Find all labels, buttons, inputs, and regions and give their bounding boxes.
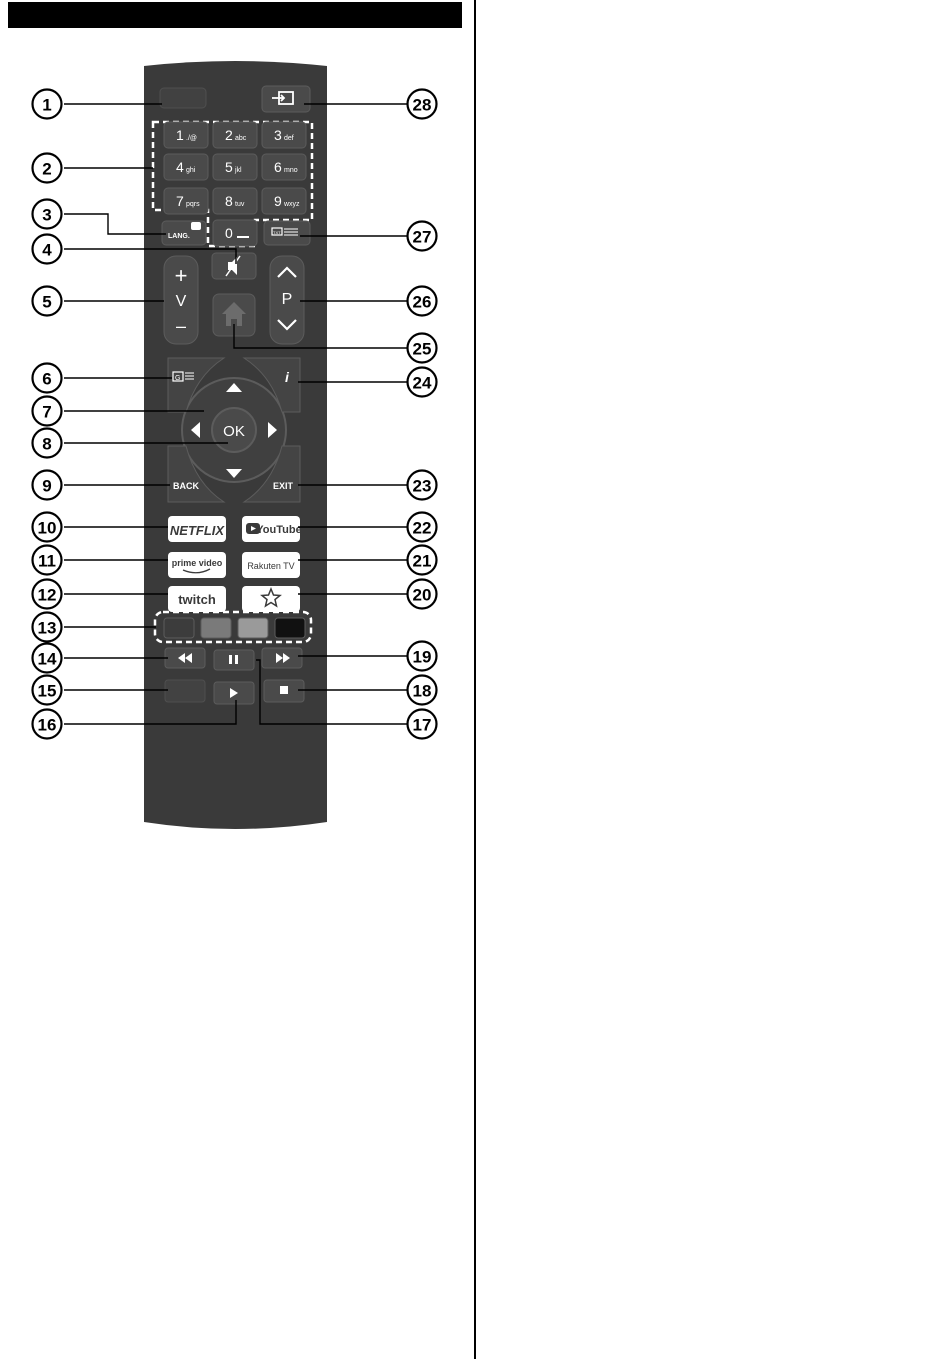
callout-number: 26	[412, 292, 432, 312]
pause-button[interactable]	[214, 650, 254, 670]
callout-number: 19	[412, 647, 432, 667]
volume-minus-label: –	[175, 316, 187, 336]
digit-7-letters: pqrs	[186, 201, 200, 208]
callouts-right	[408, 90, 437, 739]
digit-7-label: 7	[176, 193, 184, 209]
digit-8-letters: tuv	[235, 201, 245, 208]
standby-button[interactable]	[160, 88, 206, 108]
digit-5-label: 5	[225, 159, 233, 175]
callout-number: 23	[412, 476, 432, 496]
callout-number: 12	[37, 585, 57, 605]
digit-9-label: 9	[274, 193, 282, 209]
digit-9-letters: wxyz	[284, 201, 300, 208]
digit-8-label: 8	[225, 193, 233, 209]
red-button[interactable]	[164, 618, 194, 638]
digit-1-letters: ./@	[186, 135, 197, 142]
callout-number: 9	[42, 476, 52, 496]
callout-number: 17	[412, 715, 432, 735]
callout-number: 21	[412, 551, 432, 571]
digit-3-letters: def	[284, 135, 294, 142]
digit-3-label: 3	[274, 127, 282, 143]
callout-number: 14	[37, 649, 57, 669]
callout-number: 8	[42, 434, 52, 454]
callout-number: 25	[412, 339, 432, 359]
digit-4-label: 4	[176, 159, 184, 175]
callout-number: 13	[37, 618, 57, 638]
record-button[interactable]	[165, 680, 205, 702]
prime-video-label: prime video	[171, 558, 223, 568]
callout-number: 18	[412, 681, 432, 701]
ok-button-label[interactable]: OK	[223, 423, 245, 440]
callout-number: 27	[412, 227, 432, 247]
callout-number: 10	[37, 518, 57, 538]
lang-button-label[interactable]: LANG.	[168, 233, 190, 240]
digit-1-label: 1	[176, 127, 184, 143]
green-button[interactable]	[201, 618, 231, 638]
stop-icon	[280, 686, 288, 694]
digit-0-button[interactable]	[213, 220, 257, 246]
teletext-icon-label: TXT	[273, 230, 281, 235]
program-letter-label: P	[281, 291, 293, 308]
callout-number: 1	[42, 95, 52, 115]
callout-number: 4	[42, 240, 52, 260]
callout-number: 15	[37, 681, 57, 701]
guide-icon-label: G	[175, 375, 181, 382]
source-button[interactable]	[262, 86, 310, 112]
digit-2-label: 2	[225, 127, 233, 143]
digit-6-letters: mno	[284, 167, 298, 174]
callout-number: 16	[37, 715, 57, 735]
callout-number: 2	[42, 159, 52, 179]
callout-number: 5	[42, 292, 52, 312]
yellow-button[interactable]	[238, 618, 268, 638]
subtitle-bubble-icon	[191, 222, 201, 230]
digit-2-letters: abc	[235, 135, 247, 142]
callout-number: 3	[42, 205, 52, 225]
callouts-left	[33, 90, 62, 739]
callout-number: 20	[412, 585, 432, 605]
callout-number: 11	[38, 551, 56, 571]
netflix-label: NETFLIX	[169, 523, 225, 538]
volume-letter-label: V	[175, 293, 187, 310]
blue-button[interactable]	[275, 618, 305, 638]
twitch-label: twitch	[178, 592, 216, 607]
volume-plus-label: +	[174, 263, 188, 288]
digit-4-letters: ghi	[186, 167, 196, 174]
callout-number: 24	[412, 373, 432, 393]
digit-0-label: 0	[225, 225, 233, 241]
callout-number: 28	[412, 95, 432, 115]
callout-number: 6	[42, 369, 52, 389]
youtube-label: YouTube	[256, 524, 302, 536]
digit-5-letters: jkl	[235, 167, 242, 174]
info-button-label[interactable]: i	[285, 369, 289, 385]
teletext-button[interactable]	[264, 221, 310, 245]
digit-6-label: 6	[274, 159, 282, 175]
exit-button-label[interactable]: EXIT	[272, 481, 294, 491]
back-button-label[interactable]: BACK	[173, 481, 199, 491]
callout-number: 7	[42, 402, 52, 422]
callout-number: 22	[412, 518, 432, 538]
rakuten-label: Rakuten TV	[247, 561, 295, 571]
